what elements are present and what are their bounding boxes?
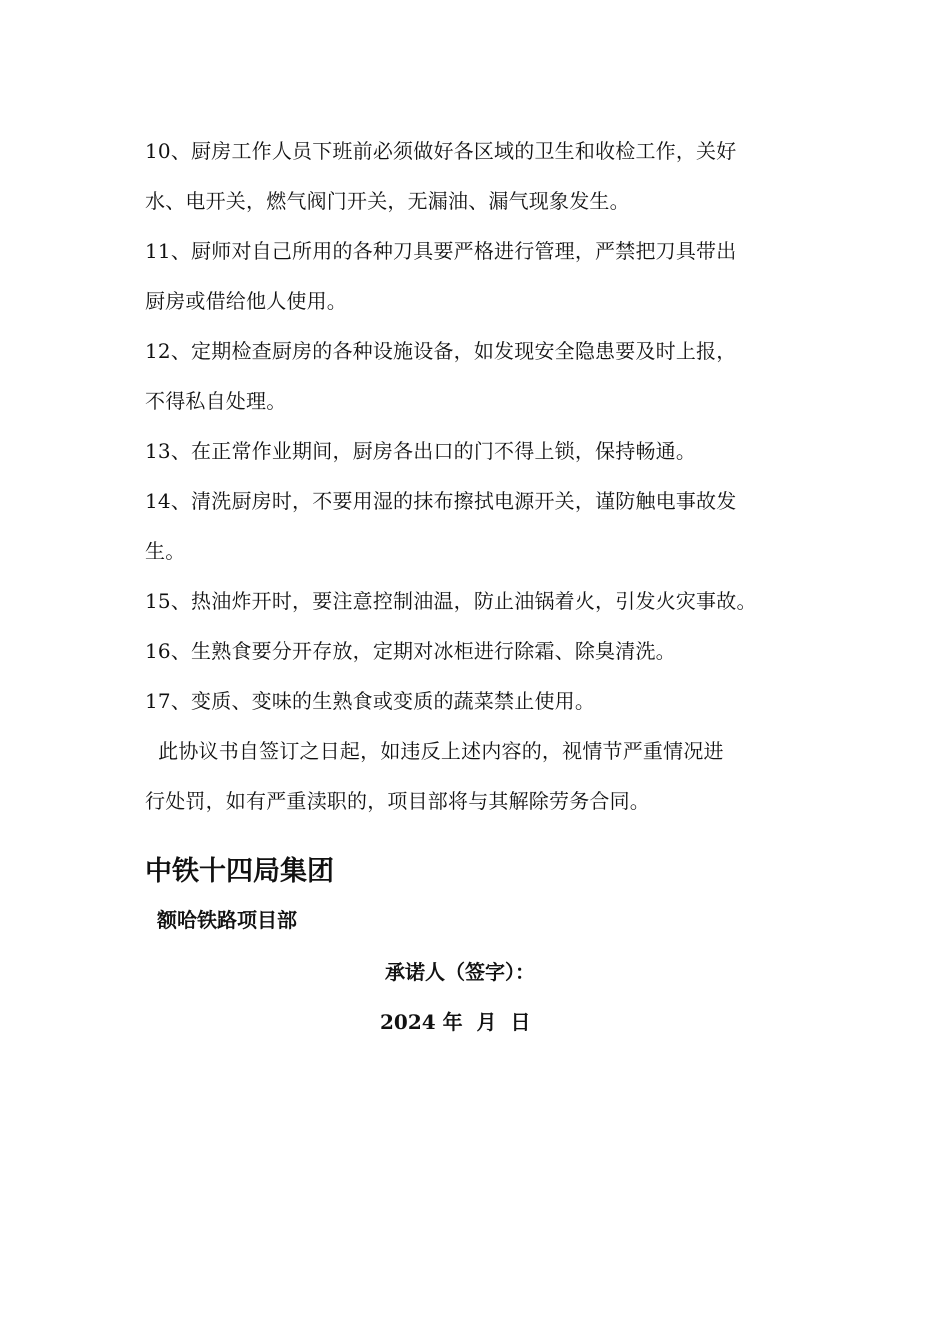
text-line: 14、清洗厨房时，不要用湿的抹布擦拭电源开关，谨防触电事故发 xyxy=(145,489,737,513)
text-line: 水、电开关，燃气阀门开关，无漏油、漏气现象发生。 xyxy=(145,189,630,213)
text-line: 10、厨房工作人员下班前必须做好各区域的卫生和收检工作，关好 xyxy=(145,139,737,163)
text-line: 12、定期检查厨房的各种设施设备，如发现安全隐患要及时上报， xyxy=(145,339,737,363)
text-line: 11、厨师对自己所用的各种刀具要严格进行管理，严禁把刀具带出 xyxy=(145,239,737,263)
text-line: 厨房或借给他人使用。 xyxy=(145,289,347,313)
department-name: 额哈铁路项目部 xyxy=(157,908,297,932)
text-line: 生。 xyxy=(145,539,186,563)
signature-date: 2024 年 月 日 xyxy=(380,1010,531,1034)
text-line: 此协议书自签订之日起，如违反上述内容的，视情节严重情况进 xyxy=(145,739,724,763)
text-line: 17、变质、变味的生熟食或变质的蔬菜禁止使用。 xyxy=(145,689,596,713)
text-line: 15、热油炸开时，要注意控制油温，防止油锅着火，引发火灾事故。 xyxy=(145,589,757,613)
text-line: 行处罚，如有严重渎职的，项目部将与其解除劳务合同。 xyxy=(145,789,650,813)
text-line: 13、在正常作业期间，厨房各出口的门不得上锁，保持畅通。 xyxy=(145,439,697,463)
promisor-signature-label: 承诺人（签字）： xyxy=(385,960,535,984)
document-body xyxy=(145,126,825,826)
text-line: 不得私自处理。 xyxy=(145,389,287,413)
organization-name: 中铁十四局集团 xyxy=(145,856,334,887)
text-line: 16、生熟食要分开存放，定期对冰柜进行除霜、除臭清洗。 xyxy=(145,639,676,663)
